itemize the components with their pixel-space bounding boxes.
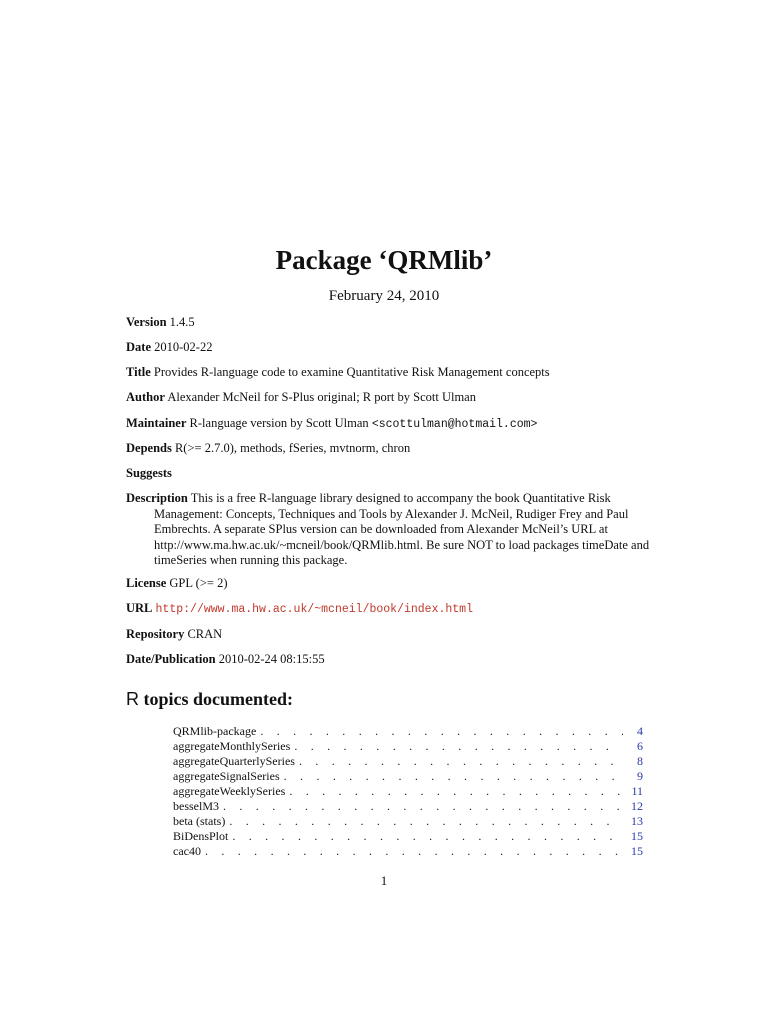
toc-entry-name: besselM3 bbox=[173, 799, 219, 813]
field-author bbox=[126, 390, 646, 406]
field-version bbox=[126, 315, 646, 331]
field-depends bbox=[126, 441, 646, 457]
toc-entry-name: beta (stats) bbox=[173, 814, 226, 828]
topics-heading-text: topics documented: bbox=[143, 689, 293, 709]
toc-entry[interactable] bbox=[173, 814, 643, 829]
r-logo-letter: R bbox=[126, 689, 139, 709]
field-value: R(>= 2.7.0), methods, fSeries, mvtnorm, chron bbox=[174, 441, 411, 455]
field-label: Maintainer bbox=[126, 416, 187, 430]
maintainer-email: <scottulman@hotmail.com> bbox=[371, 418, 538, 431]
toc-entry-name: aggregateSignalSeries bbox=[173, 769, 280, 783]
toc-leader-dots bbox=[260, 724, 623, 739]
field-value: Alexander McNeil for S-Plus original; R port by Scott Ulman bbox=[167, 390, 476, 404]
toc-entry[interactable] bbox=[173, 724, 643, 739]
toc-entry-name: aggregateQuarterlySeries bbox=[173, 754, 295, 768]
package-date: February 24, 2010 bbox=[328, 288, 440, 304]
field-value: R-language version by Scott Ulman bbox=[189, 416, 369, 430]
toc-entry-name: BiDensPlot bbox=[173, 829, 229, 843]
toc-entry[interactable] bbox=[173, 739, 643, 754]
field-value: 2010-02-24 08:15:55 bbox=[218, 652, 325, 666]
toc-page-link[interactable]: 9 bbox=[637, 769, 643, 783]
toc-page-link[interactable]: 6 bbox=[637, 739, 643, 753]
field-repository bbox=[126, 627, 646, 643]
field-value: This is a free R-language library designed to accompany the book Quantitative Risk Management: Concepts, Techniques and Tools by Alexander J. McNeil, Rudiger Frey and Paul Embrechts. A separate SPlus version can be downloaded from Alexander McNeil’s URL at http://www.ma.hw.ac.uk/~mcneil/book/QRMlib.html. Be sure NOT to load packages timeDate and timeSeries when running this package. bbox=[154, 491, 650, 567]
toc-leader-dots bbox=[229, 814, 623, 829]
field-publication bbox=[126, 652, 646, 668]
toc-page-link[interactable]: 15 bbox=[631, 829, 643, 843]
field-license bbox=[126, 576, 646, 592]
toc-leader-dots bbox=[223, 799, 623, 814]
toc-entry-name: cac40 bbox=[173, 844, 201, 858]
toc-leader-dots bbox=[294, 739, 623, 754]
toc-page-link[interactable]: 15 bbox=[631, 844, 643, 858]
toc-entry[interactable] bbox=[173, 754, 643, 769]
package-url-link[interactable]: http://www.ma.hw.ac.uk/~mcneil/book/index.html bbox=[155, 603, 473, 616]
toc-leader-dots bbox=[289, 784, 623, 799]
field-maintainer bbox=[126, 416, 646, 433]
field-title bbox=[126, 365, 646, 381]
toc-leader-dots bbox=[284, 769, 623, 784]
field-label: Author bbox=[126, 390, 165, 404]
toc-page-link[interactable]: 11 bbox=[631, 784, 643, 798]
package-title: Package ‘QRMlib’ bbox=[275, 245, 493, 275]
field-label: Version bbox=[126, 315, 167, 329]
toc-page-link[interactable]: 8 bbox=[637, 754, 643, 768]
toc-page-link[interactable]: 13 bbox=[631, 814, 643, 828]
field-value: 2010-02-22 bbox=[154, 340, 213, 354]
toc-entry[interactable] bbox=[173, 799, 643, 814]
field-label: Repository bbox=[126, 627, 185, 641]
toc-leader-dots bbox=[232, 829, 623, 844]
field-label: License bbox=[126, 576, 167, 590]
topics-list bbox=[173, 724, 643, 859]
toc-page-link[interactable]: 12 bbox=[631, 799, 643, 813]
toc-entry-name: aggregateWeeklySeries bbox=[173, 784, 286, 798]
field-value: CRAN bbox=[187, 627, 223, 641]
toc-leader-dots bbox=[205, 844, 623, 859]
toc-entry[interactable] bbox=[173, 784, 643, 799]
toc-entry[interactable] bbox=[173, 844, 643, 859]
field-value: Provides R-language code to examine Quantitative Risk Management concepts bbox=[153, 365, 550, 379]
field-label: Date bbox=[126, 340, 151, 354]
toc-entry-name: QRMlib-package bbox=[173, 724, 257, 738]
toc-entry-name: aggregateMonthlySeries bbox=[173, 739, 291, 753]
field-label: Date/Publication bbox=[126, 652, 216, 666]
field-value: GPL (>= 2) bbox=[169, 576, 228, 590]
field-value: 1.4.5 bbox=[169, 315, 195, 329]
field-label: Suggests bbox=[126, 466, 172, 480]
topics-heading bbox=[126, 686, 293, 712]
field-suggests bbox=[126, 466, 646, 482]
field-url bbox=[126, 601, 646, 618]
toc-leader-dots bbox=[299, 754, 623, 769]
toc-page-link[interactable]: 4 bbox=[637, 724, 643, 738]
field-label: Description bbox=[126, 491, 188, 505]
field-label: URL bbox=[126, 601, 153, 615]
page-number: 1 bbox=[380, 873, 388, 888]
field-date bbox=[126, 340, 646, 356]
toc-entry[interactable] bbox=[173, 769, 643, 784]
field-label: Title bbox=[126, 365, 151, 379]
toc-entry[interactable] bbox=[173, 829, 643, 844]
field-label: Depends bbox=[126, 441, 172, 455]
field-description bbox=[126, 491, 674, 569]
